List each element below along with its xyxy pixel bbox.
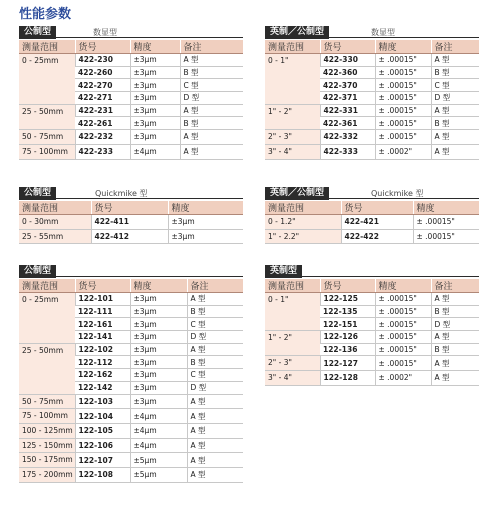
code-cell: 122-125 — [320, 293, 375, 306]
column-header: 备注 — [431, 40, 479, 54]
range-cell: 2" - 3" — [265, 356, 320, 371]
range-cell: 100 - 125mm — [19, 423, 75, 438]
accuracy-cell: ±3μm — [130, 343, 187, 356]
note-cell: D 型 — [431, 92, 479, 105]
code-cell: 422-333 — [320, 144, 375, 159]
note-cell: B 型 — [431, 117, 479, 130]
range-cell: 25 - 50mm — [19, 343, 75, 394]
accuracy-cell: ± .0002" — [375, 371, 431, 386]
note-cell: A 型 — [431, 54, 479, 67]
code-cell: 122-107 — [75, 453, 130, 468]
accuracy-cell: ±3μm — [130, 356, 187, 369]
note-cell: D 型 — [431, 318, 479, 331]
table-row — [19, 438, 243, 453]
table-row — [265, 144, 479, 159]
type-tag: 公制型 — [19, 265, 56, 278]
table-row — [19, 215, 243, 230]
column-header: 测量范围 — [19, 40, 75, 54]
accuracy-cell: ±3μm — [168, 215, 243, 230]
column-header: 精度 — [375, 40, 431, 54]
accuracy-cell: ±3μm — [130, 318, 187, 331]
code-cell: 422-270 — [75, 79, 130, 92]
type-subtitle: Quickmike 型 — [371, 189, 424, 198]
code-cell: 422-233 — [75, 144, 130, 159]
accuracy-cell: ±3μm — [130, 381, 187, 394]
accuracy-cell: ± .00015" — [375, 130, 431, 145]
code-cell: 122-161 — [75, 318, 130, 331]
header-row — [19, 40, 243, 54]
column-header: 货号 — [320, 40, 375, 54]
accuracy-cell: ± .0002" — [375, 144, 431, 159]
accuracy-cell: ±3μm — [168, 229, 243, 244]
range-cell: 0 - 1.2" — [265, 215, 341, 230]
accuracy-cell: ±4μm — [130, 409, 187, 424]
table-row — [265, 356, 479, 371]
note-cell: A 型 — [187, 394, 243, 409]
note-cell: B 型 — [180, 117, 243, 130]
code-cell: 422-412 — [91, 229, 168, 244]
note-cell: B 型 — [180, 66, 243, 79]
code-cell: 122-105 — [75, 423, 130, 438]
note-cell: A 型 — [187, 423, 243, 438]
table-row — [265, 371, 479, 386]
table-row — [19, 394, 243, 409]
range-cell: 0 - 25mm — [19, 54, 75, 105]
code-cell: 122-162 — [75, 369, 130, 382]
column-header: 精度 — [130, 279, 187, 293]
table-row — [19, 144, 243, 159]
code-cell: 122-151 — [320, 318, 375, 331]
code-cell: 122-126 — [320, 331, 375, 344]
type-subtitle: 数显型 — [371, 28, 395, 37]
table-block-inch — [265, 265, 479, 386]
table-row — [19, 453, 243, 468]
range-cell: 75 - 100mm — [19, 144, 75, 159]
accuracy-cell: ±4μm — [130, 144, 180, 159]
note-cell: A 型 — [431, 130, 479, 145]
column-header: 精度 — [375, 279, 431, 293]
header-row — [19, 201, 243, 215]
accuracy-cell: ± .00015" — [375, 318, 431, 331]
table-row — [19, 54, 243, 67]
accuracy-cell: ± .00015" — [375, 79, 431, 92]
code-cell: 422-271 — [75, 92, 130, 105]
code-cell: 122-136 — [320, 343, 375, 356]
code-cell: 122-142 — [75, 381, 130, 394]
column-header: 备注 — [180, 40, 243, 54]
table-row — [19, 423, 243, 438]
code-cell: 422-330 — [320, 54, 375, 67]
accuracy-cell: ± .00015" — [375, 104, 431, 117]
range-cell: 0 - 1" — [265, 54, 320, 105]
note-cell: C 型 — [431, 79, 479, 92]
range-cell: 175 - 200mm — [19, 467, 75, 482]
accuracy-cell: ±3μm — [130, 369, 187, 382]
block-header — [19, 26, 243, 40]
spec-table — [265, 279, 479, 386]
range-cell: 0 - 1" — [265, 293, 320, 331]
note-cell: A 型 — [180, 130, 243, 145]
column-header: 备注 — [187, 279, 243, 293]
table-block-inch-metric-digital — [265, 26, 479, 160]
code-cell: 122-104 — [75, 409, 130, 424]
column-header: 货号 — [320, 279, 375, 293]
table-row — [265, 54, 479, 67]
code-cell: 422-231 — [75, 104, 130, 117]
accuracy-cell: ± .00015" — [375, 343, 431, 356]
block-header — [19, 187, 243, 201]
note-cell: D 型 — [187, 381, 243, 394]
column-header: 备注 — [431, 279, 479, 293]
code-cell: 422-361 — [320, 117, 375, 130]
accuracy-cell: ± .00015" — [375, 356, 431, 371]
table-row — [19, 343, 243, 356]
table-row — [19, 229, 243, 244]
note-cell: A 型 — [187, 453, 243, 468]
note-cell: A 型 — [180, 54, 243, 67]
table-row — [19, 104, 243, 117]
code-cell: 122-141 — [75, 331, 130, 344]
column-header: 货号 — [75, 279, 130, 293]
note-cell: B 型 — [431, 66, 479, 79]
header-row — [19, 279, 243, 293]
code-cell: 122-106 — [75, 438, 130, 453]
table-block-inch-metric-quickmike — [265, 187, 479, 244]
code-cell: 422-260 — [75, 66, 130, 79]
note-cell: D 型 — [187, 331, 243, 344]
accuracy-cell: ±3μm — [130, 79, 180, 92]
table-row — [265, 331, 479, 344]
block-header — [265, 187, 479, 201]
spec-table — [19, 279, 243, 483]
table-row — [265, 293, 479, 306]
note-cell: A 型 — [431, 371, 479, 386]
code-cell: 422-421 — [341, 215, 413, 230]
accuracy-cell: ± .00015" — [375, 331, 431, 344]
range-cell: 2" - 3" — [265, 130, 320, 145]
code-cell: 122-135 — [320, 305, 375, 318]
range-cell: 75 - 100mm — [19, 409, 75, 424]
code-cell: 122-111 — [75, 305, 130, 318]
code-cell: 122-103 — [75, 394, 130, 409]
accuracy-cell: ± .00015" — [375, 66, 431, 79]
header-row — [265, 201, 479, 215]
accuracy-cell: ± .00015" — [375, 293, 431, 306]
note-cell: C 型 — [187, 318, 243, 331]
type-tag: 公制型 — [19, 26, 56, 39]
accuracy-cell: ±3μm — [130, 117, 180, 130]
accuracy-cell: ±4μm — [130, 438, 187, 453]
code-cell: 122-112 — [75, 356, 130, 369]
spec-table — [19, 201, 243, 244]
range-cell: 25 - 55mm — [19, 229, 91, 244]
column-header: 精度 — [413, 201, 479, 215]
accuracy-cell: ± .00015" — [375, 305, 431, 318]
column-header: 测量范围 — [19, 201, 91, 215]
header-row — [265, 40, 479, 54]
range-cell: 50 - 75mm — [19, 130, 75, 145]
accuracy-cell: ±3μm — [130, 66, 180, 79]
spec-table — [265, 40, 479, 160]
accuracy-cell: ±3μm — [130, 394, 187, 409]
type-tag: 英制型 — [265, 265, 302, 278]
table-row — [19, 293, 243, 306]
note-cell: A 型 — [187, 343, 243, 356]
type-tag: 英制／公制型 — [265, 26, 329, 39]
code-cell: 422-422 — [341, 229, 413, 244]
block-header — [19, 265, 243, 279]
code-cell: 422-371 — [320, 92, 375, 105]
accuracy-cell: ± .00015" — [413, 215, 479, 230]
accuracy-cell: ±5μm — [130, 453, 187, 468]
accuracy-cell: ± .00015" — [413, 229, 479, 244]
type-subtitle: Quickmike 型 — [95, 189, 148, 198]
table-block-metric-quickmike — [19, 187, 243, 244]
column-header: 货号 — [91, 201, 168, 215]
spec-table — [265, 201, 479, 244]
column-header: 货号 — [341, 201, 413, 215]
page-title: 性能参数 — [19, 7, 72, 22]
code-cell: 422-261 — [75, 117, 130, 130]
code-cell: 422-331 — [320, 104, 375, 117]
table-row — [265, 104, 479, 117]
note-cell: A 型 — [431, 104, 479, 117]
block-header — [265, 26, 479, 40]
table-row — [19, 409, 243, 424]
accuracy-cell: ±3μm — [130, 104, 180, 117]
accuracy-cell: ± .00015" — [375, 117, 431, 130]
code-cell: 422-360 — [320, 66, 375, 79]
accuracy-cell: ±3μm — [130, 92, 180, 105]
table-row — [265, 229, 479, 244]
accuracy-cell: ±3μm — [130, 130, 180, 145]
spec-table — [19, 40, 243, 160]
accuracy-cell: ±4μm — [130, 423, 187, 438]
note-cell: B 型 — [187, 305, 243, 318]
code-cell: 422-332 — [320, 130, 375, 145]
note-cell: A 型 — [431, 331, 479, 344]
range-cell: 0 - 30mm — [19, 215, 91, 230]
accuracy-cell: ±3μm — [130, 54, 180, 67]
note-cell: A 型 — [187, 409, 243, 424]
table-block-metric — [19, 265, 243, 483]
type-tag: 英制／公制型 — [265, 187, 329, 200]
range-cell: 125 - 150mm — [19, 438, 75, 453]
table-row — [19, 130, 243, 145]
note-cell: B 型 — [431, 305, 479, 318]
note-cell: A 型 — [431, 356, 479, 371]
code-cell: 122-108 — [75, 467, 130, 482]
type-subtitle: 数显型 — [93, 28, 117, 37]
column-header: 测量范围 — [265, 201, 341, 215]
column-header: 测量范围 — [265, 40, 320, 54]
accuracy-cell: ± .00015" — [375, 92, 431, 105]
note-cell: C 型 — [180, 79, 243, 92]
range-cell: 3" - 4" — [265, 371, 320, 386]
range-cell: 1" - 2" — [265, 331, 320, 356]
range-cell: 25 - 50mm — [19, 104, 75, 129]
code-cell: 122-101 — [75, 293, 130, 306]
note-cell: B 型 — [187, 356, 243, 369]
note-cell: B 型 — [431, 343, 479, 356]
accuracy-cell: ±3μm — [130, 305, 187, 318]
table-row — [265, 130, 479, 145]
accuracy-cell: ±5μm — [130, 467, 187, 482]
code-cell: 422-230 — [75, 54, 130, 67]
column-header: 测量范围 — [265, 279, 320, 293]
header-row — [265, 279, 479, 293]
code-cell: 422-370 — [320, 79, 375, 92]
range-cell: 3" - 4" — [265, 144, 320, 159]
note-cell: D 型 — [180, 92, 243, 105]
code-cell: 122-127 — [320, 356, 375, 371]
note-cell: A 型 — [180, 104, 243, 117]
column-header: 精度 — [168, 201, 243, 215]
note-cell: A 型 — [187, 467, 243, 482]
column-header: 货号 — [75, 40, 130, 54]
note-cell: A 型 — [187, 438, 243, 453]
note-cell: A 型 — [180, 144, 243, 159]
code-cell: 422-232 — [75, 130, 130, 145]
range-cell: 1" - 2" — [265, 104, 320, 129]
column-header: 精度 — [130, 40, 180, 54]
code-cell: 122-102 — [75, 343, 130, 356]
note-cell: A 型 — [187, 293, 243, 306]
table-block-metric-digital — [19, 26, 243, 160]
column-header: 测量范围 — [19, 279, 75, 293]
accuracy-cell: ±3μm — [130, 331, 187, 344]
block-header — [265, 265, 479, 279]
table-row — [19, 467, 243, 482]
note-cell: C 型 — [187, 369, 243, 382]
accuracy-cell: ± .00015" — [375, 54, 431, 67]
note-cell: A 型 — [431, 293, 479, 306]
note-cell: A 型 — [431, 144, 479, 159]
code-cell: 122-128 — [320, 371, 375, 386]
table-row — [265, 215, 479, 230]
range-cell: 50 - 75mm — [19, 394, 75, 409]
accuracy-cell: ±3μm — [130, 293, 187, 306]
range-cell: 1" - 2.2" — [265, 229, 341, 244]
range-cell: 150 - 175mm — [19, 453, 75, 468]
type-tag: 公制型 — [19, 187, 56, 200]
range-cell: 0 - 25mm — [19, 293, 75, 344]
code-cell: 422-411 — [91, 215, 168, 230]
